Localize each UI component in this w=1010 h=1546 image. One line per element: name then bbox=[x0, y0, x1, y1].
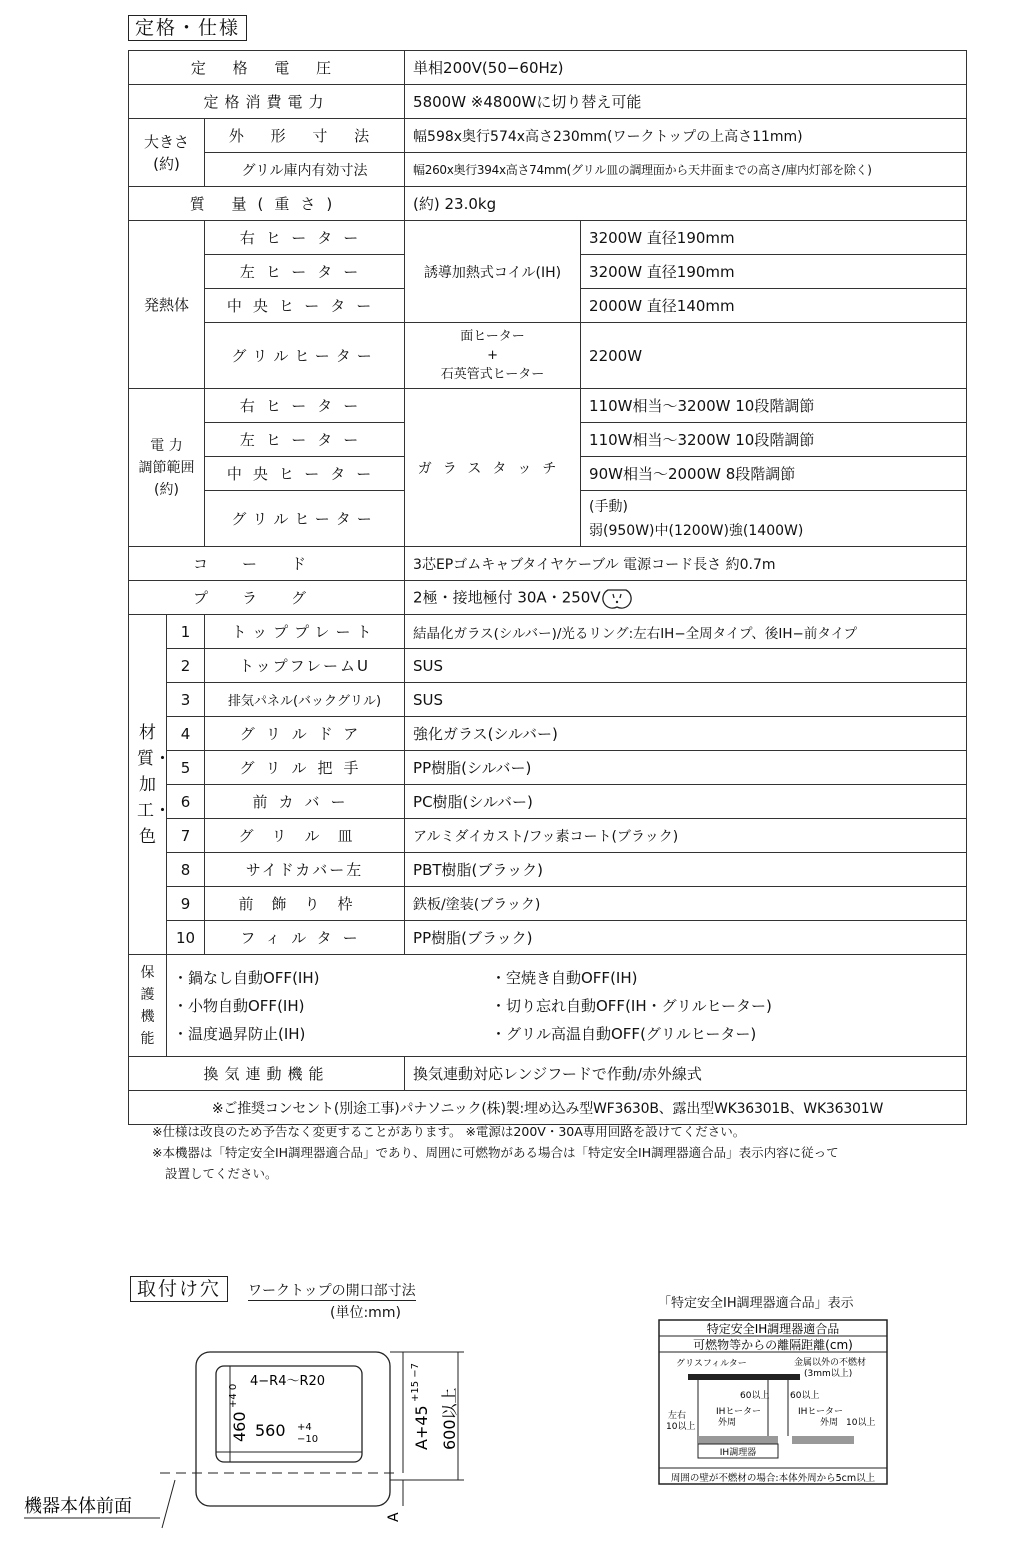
row-protect bbox=[129, 955, 967, 1057]
material-value: PBT樹脂(ブラック) bbox=[405, 853, 967, 887]
dist-10-a: 10以上 bbox=[666, 1422, 696, 1432]
adjust-group-line-1: 電 力 bbox=[150, 437, 183, 454]
material-value: PP樹脂(ブラック) bbox=[405, 921, 967, 955]
safety-caption: 「特定安全IH調理器適合品」表示 bbox=[658, 1296, 854, 1311]
cord-value: 3芯EPゴムキャブタイヤケーブル 電源コード長さ 約0.7m bbox=[405, 547, 967, 581]
ih-cooker-side bbox=[792, 1436, 854, 1444]
grill-type-line-2: + bbox=[487, 348, 498, 363]
plug-outlet-icon bbox=[605, 586, 629, 610]
material-value: 鉄板/塗装(ブラック) bbox=[405, 887, 967, 921]
adjust-group bbox=[129, 389, 205, 547]
row-voltage bbox=[129, 51, 967, 85]
filter-shape bbox=[688, 1374, 800, 1380]
note-2: ※本機器は「特定安全IH調理器適合品」であり、周囲に可燃物がある場合は「特定安全IH調理器適合品」表示内容に従って bbox=[152, 1145, 839, 1160]
a-label: A bbox=[386, 1512, 402, 1522]
material-value: PC樹脂(シルバー) bbox=[405, 785, 967, 819]
row-material-10 bbox=[129, 921, 967, 955]
heater-right-label: 右ヒーター bbox=[205, 221, 405, 255]
a45-label: A+45 bbox=[412, 1405, 431, 1450]
install-title: 取付け穴 bbox=[130, 1276, 228, 1302]
heater-grill-type bbox=[405, 323, 581, 389]
weight-label: 質 量(重さ) bbox=[129, 187, 405, 221]
protect-list-right bbox=[491, 964, 772, 1048]
dist-60-b: 60以上 bbox=[790, 1391, 820, 1401]
outlet-note: ※ご推奨コンセント(別途工事)パナソニック(株)製:埋め込み型WF3630B、露出型WK36301B、WK36301W bbox=[129, 1091, 967, 1125]
install-subtitle: ワークトップの開口部寸法 bbox=[248, 1280, 416, 1301]
adjust-right-label: 右ヒーター bbox=[205, 389, 405, 423]
width-label: 560 bbox=[255, 1421, 286, 1440]
heater-right-value: 3200W 直径190mm bbox=[581, 221, 967, 255]
min600-label: 600以上 bbox=[440, 1387, 459, 1450]
material-no: 10 bbox=[167, 921, 205, 955]
material-name: グリル皿 bbox=[205, 819, 405, 853]
size-grill-value: 幅260x奥行394x高さ74mm(グリル皿の調理面から天井面までの高さ/庫内灯部を除く) bbox=[405, 153, 967, 187]
dist-60-a: 60以上 bbox=[740, 1391, 770, 1401]
material-no: 5 bbox=[167, 751, 205, 785]
heater-left-label: 左ヒーター bbox=[205, 255, 405, 289]
protect-item: ・空焼き自動OFF(IH) bbox=[491, 968, 638, 987]
adjust-method: ガラスタッチ bbox=[405, 389, 581, 547]
weight-value: (約) 23.0kg bbox=[405, 187, 967, 221]
cord-label: コード bbox=[129, 547, 405, 581]
outer-label-2: 外周 bbox=[820, 1418, 839, 1428]
size-outer-value: 幅598x奥行574x高さ230mm(ワークトップの上高さ11mm) bbox=[405, 119, 967, 153]
note-3: 設置してください。 bbox=[165, 1166, 278, 1181]
plug-value-cell bbox=[405, 581, 967, 615]
adjust-grill-value bbox=[581, 491, 967, 547]
adjust-group-line-2: 調節範囲 bbox=[138, 459, 195, 476]
ih-heater-label-2: IHヒーター bbox=[798, 1407, 844, 1417]
adjust-left-label: 左ヒーター bbox=[205, 423, 405, 457]
heater-group: 発熱体 bbox=[129, 221, 205, 389]
row-weight bbox=[129, 187, 967, 221]
width-tol-minus: −10 bbox=[297, 1434, 319, 1445]
non-combustible-label: 金属以外の不燃材 bbox=[794, 1358, 867, 1368]
protect-list-left bbox=[173, 964, 491, 1048]
adjust-center-label: 中央ヒーター bbox=[205, 457, 405, 491]
ih-cooker-top bbox=[698, 1436, 778, 1444]
material-value: アルミダイカスト/フッ素コート(ブラック) bbox=[405, 819, 967, 853]
outer-label-1: 外周 bbox=[718, 1418, 737, 1428]
a45-tol: +15 −7 bbox=[410, 1362, 421, 1402]
protect-item: ・小物自動OFF(IH) bbox=[173, 996, 305, 1015]
size-outer-label: 外 形 寸 法 bbox=[205, 119, 405, 153]
adjust-grill-line-1: (手動) bbox=[589, 498, 628, 515]
row-material-1 bbox=[129, 615, 967, 649]
row-size-outer bbox=[129, 119, 967, 153]
size-group: 大きさ(約) bbox=[129, 119, 205, 187]
row-plug bbox=[129, 581, 967, 615]
depth-tol: +4 0 bbox=[228, 1383, 239, 1408]
material-no: 3 bbox=[167, 683, 205, 717]
safety-subtitle: 可燃物等からの離隔距離(cm) bbox=[693, 1338, 853, 1352]
material-value: PP樹脂(シルバー) bbox=[405, 751, 967, 785]
row-size-grill bbox=[129, 153, 967, 187]
heater-center-value: 2000W 直径140mm bbox=[581, 289, 967, 323]
adjust-center-value: 90W相当〜2000W 8段階調節 bbox=[581, 457, 967, 491]
depth-label: 460 bbox=[230, 1411, 249, 1442]
vent-value: 換気連動対応レンジフードで作動/赤外線式 bbox=[405, 1057, 967, 1091]
adjust-left-value: 110W相当〜3200W 10段階調節 bbox=[581, 423, 967, 457]
heater-left-value: 3200W 直径190mm bbox=[581, 255, 967, 289]
row-material-5 bbox=[129, 751, 967, 785]
protect-group: 保護機能 bbox=[129, 955, 167, 1057]
material-no: 7 bbox=[167, 819, 205, 853]
row-material-2 bbox=[129, 649, 967, 683]
row-adjust-right bbox=[129, 389, 967, 423]
material-name: トッププレート bbox=[205, 615, 405, 649]
material-group: 材質・加工・色 bbox=[129, 615, 167, 955]
row-cord bbox=[129, 547, 967, 581]
material-no: 6 bbox=[167, 785, 205, 819]
plug-label: プラグ bbox=[129, 581, 405, 615]
heater-center-label: 中央ヒーター bbox=[205, 289, 405, 323]
heater-grill-value: 2200W bbox=[581, 323, 967, 389]
material-name: トップフレームU bbox=[205, 649, 405, 683]
install-unit: (単位:mm) bbox=[330, 1305, 401, 1321]
front-label: 機器本体前面 bbox=[24, 1496, 132, 1517]
corner-label: 4−R4〜R20 bbox=[250, 1374, 326, 1389]
thickness-label: (3mm以上) bbox=[804, 1369, 853, 1379]
dist-10-b: 10以上 bbox=[846, 1418, 876, 1428]
width-tol-plus: +4 bbox=[297, 1422, 312, 1433]
row-outlet bbox=[129, 1091, 967, 1125]
row-material-7 bbox=[129, 819, 967, 853]
adjust-group-line-3: (約) bbox=[154, 481, 179, 498]
ih-cooker-label: IH調理器 bbox=[719, 1448, 757, 1458]
material-name: サイドカバー左 bbox=[205, 853, 405, 887]
row-vent bbox=[129, 1057, 967, 1091]
install-drawing bbox=[0, 1330, 480, 1546]
material-no: 1 bbox=[167, 615, 205, 649]
material-name: 前カバー bbox=[205, 785, 405, 819]
material-name: 前飾り枠 bbox=[205, 887, 405, 921]
vent-label: 換気連動機能 bbox=[129, 1057, 405, 1091]
material-value: 強化ガラス(シルバー) bbox=[405, 717, 967, 751]
note-1: ※仕様は改良のため予告なく変更することがあります。 ※電源は200V・30A専用回路を設けてください。 bbox=[152, 1124, 746, 1139]
heater-grill-label: グリルヒーター bbox=[205, 323, 405, 389]
size-grill-label: グリル庫内有効寸法 bbox=[205, 153, 405, 187]
material-no: 8 bbox=[167, 853, 205, 887]
voltage-value: 単相200V(50−60Hz) bbox=[405, 51, 967, 85]
safety-footer: 周囲の壁が不燃材の場合:本体外周から5cm以上 bbox=[670, 1473, 876, 1484]
material-name: グリル把手 bbox=[205, 751, 405, 785]
safety-title: 特定安全IH調理器適合品 bbox=[706, 1322, 840, 1336]
material-no: 2 bbox=[167, 649, 205, 683]
grill-type-line-1: 面ヒーター bbox=[460, 329, 525, 344]
material-name: 排気パネル(バックグリル) bbox=[205, 683, 405, 717]
protect-item: ・鍋なし自動OFF(IH) bbox=[173, 968, 320, 987]
spec-table bbox=[128, 50, 967, 1125]
leader-line bbox=[162, 1480, 175, 1528]
safety-label-figure bbox=[658, 1318, 890, 1488]
material-no: 9 bbox=[167, 887, 205, 921]
material-name: グリルドア bbox=[205, 717, 405, 751]
adjust-right-value: 110W相当〜3200W 10段階調節 bbox=[581, 389, 967, 423]
row-material-8 bbox=[129, 853, 967, 887]
material-value: SUS bbox=[405, 683, 967, 717]
protect-item: ・温度過昇防止(IH) bbox=[173, 1024, 306, 1043]
protect-item: ・グリル高温自動OFF(グリルヒーター) bbox=[491, 1024, 757, 1043]
ih-heater-label-1: IHヒーター bbox=[716, 1407, 762, 1417]
adjust-grill-label: グリルヒーター bbox=[205, 491, 405, 547]
material-value: SUS bbox=[405, 649, 967, 683]
voltage-label: 定 格 電 圧 bbox=[129, 51, 405, 85]
row-heater-right bbox=[129, 221, 967, 255]
row-heater-grill bbox=[129, 323, 967, 389]
grill-type-line-3: 石英管式ヒーター bbox=[440, 367, 545, 382]
material-no: 4 bbox=[167, 717, 205, 751]
grease-filter-label: グリスフィルター bbox=[676, 1359, 747, 1369]
spec-title: 定格・仕様 bbox=[128, 15, 247, 41]
protect-item: ・切り忘れ自動OFF(IH・グリルヒーター) bbox=[491, 996, 772, 1015]
heater-coil: 誘導加熱式コイル(IH) bbox=[405, 221, 581, 323]
left-right-label: 左右 bbox=[668, 1411, 687, 1421]
row-material-3 bbox=[129, 683, 967, 717]
row-material-4 bbox=[129, 717, 967, 751]
row-material-6 bbox=[129, 785, 967, 819]
protect-items bbox=[167, 955, 967, 1057]
power-value: 5800W ※4800Wに切り替え可能 bbox=[405, 85, 967, 119]
material-value: 結晶化ガラス(シルバー)/光るリング:左右IH−全周タイプ、後IH−前タイプ bbox=[405, 615, 967, 649]
row-power bbox=[129, 85, 967, 119]
plug-value: 2極・接地極付 30A・250V bbox=[413, 588, 601, 606]
row-material-9 bbox=[129, 887, 967, 921]
material-name: フィルター bbox=[205, 921, 405, 955]
adjust-grill-line-2: 弱(950W)中(1200W)強(1400W) bbox=[589, 522, 804, 539]
power-label: 定格消費電力 bbox=[129, 85, 405, 119]
